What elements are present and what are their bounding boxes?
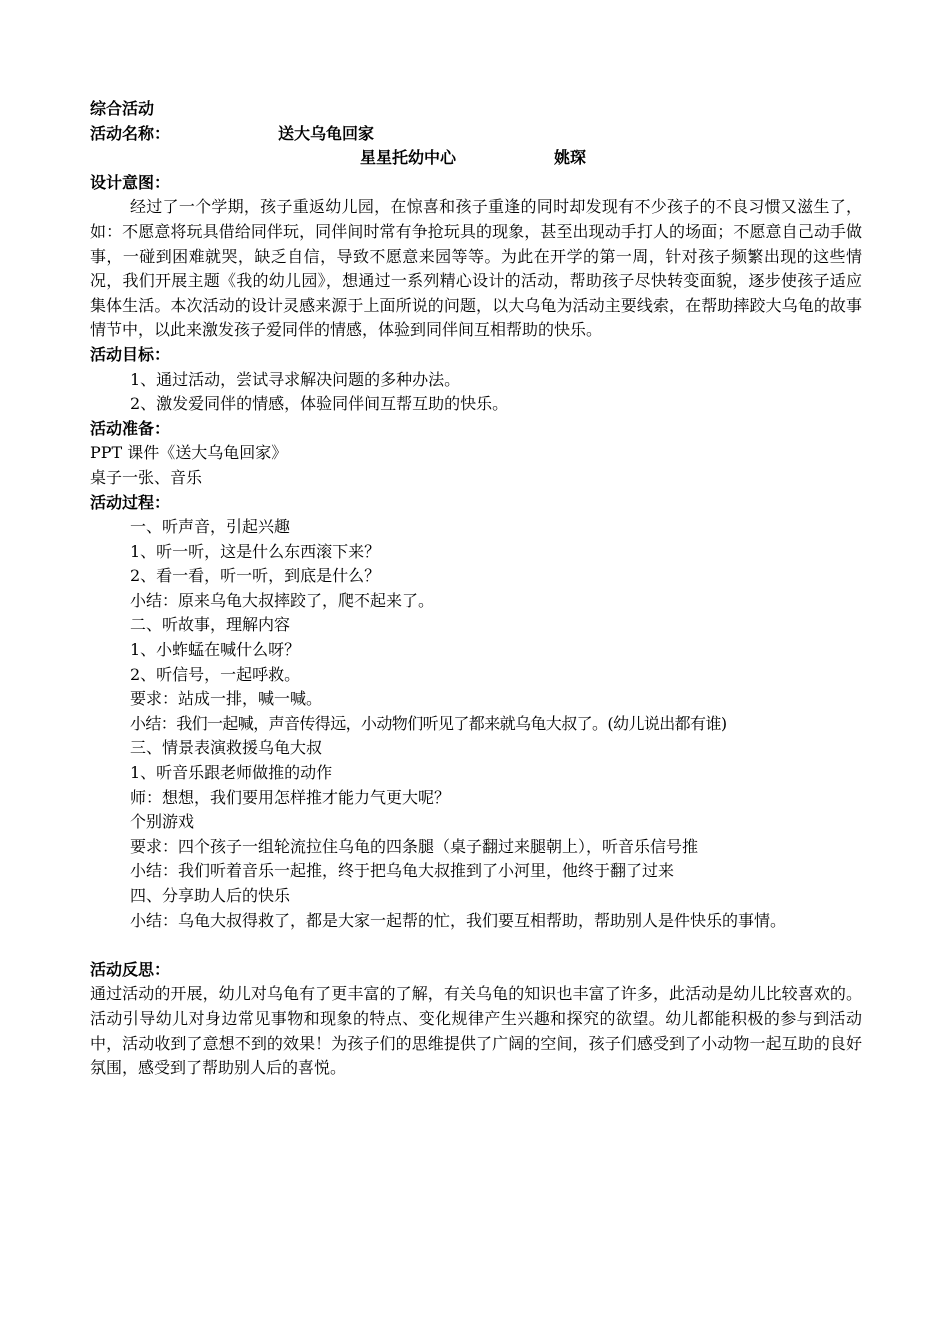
process-line: 2、听信号，一起呼救。 bbox=[130, 664, 301, 684]
process-line: 1、听音乐跟老师做推的动作 bbox=[130, 763, 333, 783]
process-line: 四、分享助人后的快乐 bbox=[130, 886, 291, 905]
process-line: 要求：站成一排，喊一喊。 bbox=[130, 689, 323, 709]
activity-name-value: 送大乌龟回家 bbox=[278, 123, 375, 143]
activity-name-row bbox=[90, 122, 862, 147]
reflection-heading: 活动反思： bbox=[90, 959, 171, 979]
design-text: 经过了一个学期，孩子重返幼儿园，在惊喜和孩子重逢的同时却发现有不少孩子的不良习惯又滋生了，如：不愿意将玩具借给同伴玩，同伴间时常有争抢玩具的现象，甚至出现动手打人的场面；不愿意自己动手做事，一碰到困难就哭，缺乏自信，导致不愿意来园等等。为此在开学的第一周，针对孩子频繁出现的这些情况，我们开展主题《我的幼儿园》，想通过一系列精心设计的活动，帮助孩子尽快转变面貌，逐步使孩子适应集体生活。本次活动的设计灵感来源于上面所说的问题，以大乌龟为活动主要线索，在帮助摔跤大乌龟的故事情节中，以此来激发孩子爱同伴的情感，体验到同伴间互相帮助的快乐。 bbox=[90, 197, 862, 340]
process-line: 一、听声音，引起兴趣 bbox=[130, 517, 291, 537]
blank-line bbox=[90, 933, 862, 958]
process-line: 要求：四个孩子一组轮流拉住乌龟的四条腿（桌子翻过来腿朝上），听音乐信号推 bbox=[130, 836, 699, 856]
process-line: 2、看一看，听一听，到底是什么？ bbox=[130, 566, 381, 586]
goal-item: 1、通过活动，尝试寻求解决问题的多种办法。 bbox=[130, 369, 461, 389]
process-line: 1、小蚱蜢在喊什么呀？ bbox=[130, 640, 301, 660]
organization: 星星托幼中心 bbox=[360, 148, 457, 168]
process-line: 师：想想，我们要用怎样推才能力气更大呢？ bbox=[130, 787, 451, 807]
reflection-text: 通过活动的开展，幼儿对乌龟有了更丰富的了解，有关乌龟的知识也丰富了许多，此活动是幼儿比较喜欢的。活动引导幼儿对身边常见事物和现象的特点、变化规律产生兴趣和探究的欲望。幼儿都能积极的参与到活动中，活动收到了意想不到的效果！为孩子们的思维提供了广阔的空间，孩子们感受到了小动物一起互助的良好氛围，感受到了帮助别人后的喜悦。 bbox=[90, 984, 862, 1078]
prep-item: 桌子一张、音乐 bbox=[90, 467, 203, 487]
activity-name-label: 活动名称： bbox=[90, 123, 171, 143]
process-line: 小结：原来乌龟大叔摔跤了，爬不起来了。 bbox=[130, 590, 435, 610]
process-line: 小结：我们一起喊，声音传得远，小动物们听见了都来就乌龟大叔了。(幼儿说出都有谁) bbox=[130, 713, 727, 733]
document-page bbox=[90, 97, 862, 1081]
goal-item: 2、激发爱同伴的情感，体验同伴间互帮互助的快乐。 bbox=[130, 394, 509, 414]
process-line: 三、情景表演救援乌龟大叔 bbox=[130, 738, 323, 758]
final-summary: 小结：乌龟大叔得救了，都是大家一起帮的忙，我们要互相帮助，帮助别人是件快乐的事情。 bbox=[130, 910, 787, 930]
process-line: 1、听一听，这是什么东西滚下来？ bbox=[130, 541, 381, 561]
design-heading: 设计意图： bbox=[90, 172, 171, 192]
author-row bbox=[90, 146, 862, 171]
prep-item: PPT 课件《送大乌龟回家》 bbox=[90, 443, 288, 463]
process-line: 个别游戏 bbox=[130, 812, 195, 832]
author-name: 姚琛 bbox=[554, 148, 587, 168]
process-line: 二、听故事，理解内容 bbox=[130, 615, 291, 635]
process-line: 小结：我们听着音乐一起推，终于把乌龟大叔推到了小河里，他终于翻了过来 bbox=[130, 861, 675, 881]
process-heading: 活动过程： bbox=[90, 492, 171, 512]
prep-heading: 活动准备： bbox=[90, 418, 171, 438]
category-heading: 综合活动 bbox=[90, 99, 155, 118]
goals-heading: 活动目标： bbox=[90, 344, 171, 364]
